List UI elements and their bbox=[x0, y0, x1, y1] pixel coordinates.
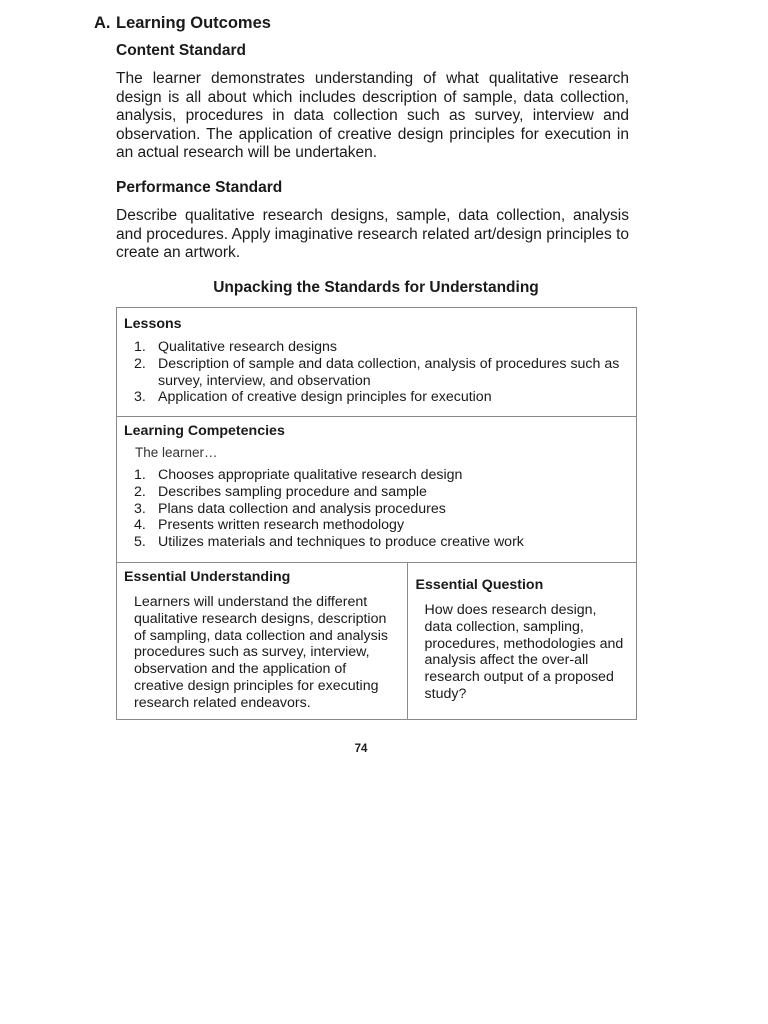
list-item bbox=[117, 501, 636, 518]
list-item-text: Plans data collection and analysis procedures bbox=[158, 500, 446, 517]
unpacking-title: Unpacking the Standards for Understanding bbox=[213, 279, 539, 296]
content-standard-text: The learner demonstrates understanding of what qualitative research design is all about which includes description of sample, data collection, analysis, procedures in data collection such as survey, interview and observation. The application of creative design principles for execution in an actual research will be undertaken. bbox=[116, 70, 629, 162]
lessons-cell bbox=[117, 308, 637, 417]
list-item-number: 2. bbox=[134, 355, 146, 372]
competencies-lead: The learner… bbox=[135, 445, 218, 460]
question-text: How does research design, data collection, sampling, procedures, methodologies and analysis affect the over-all research output of a proposed study? bbox=[424, 602, 624, 702]
list-item-number: 1. bbox=[134, 339, 146, 355]
list-item-text: Presents written research methodology bbox=[158, 517, 405, 534]
performance-standard-text: Describe qualitative research designs, sample, data collection, analysis and procedures. Apply imaginative research related art/design principles to create an artwork. bbox=[116, 207, 629, 262]
list-item bbox=[117, 534, 636, 551]
lessons-list bbox=[117, 339, 636, 406]
list-item-number: 5. bbox=[134, 534, 146, 551]
list-item bbox=[117, 484, 636, 501]
list-item bbox=[117, 339, 636, 356]
list-item-number: 4. bbox=[134, 517, 146, 534]
competencies-heading: Learning Competencies bbox=[124, 423, 285, 439]
understanding-heading: Essential Understanding bbox=[124, 569, 291, 585]
section-letter: A. bbox=[94, 14, 111, 32]
section-title: Learning Outcomes bbox=[116, 14, 271, 32]
list-item bbox=[117, 356, 636, 390]
understanding-text: Learners will understand the different qualitative research designs, description of sampling, data collection and analysis procedures such as survey, interview, observation and the application of creative design principles for executing research related endeavors. bbox=[134, 594, 388, 711]
understanding-cell bbox=[117, 563, 408, 720]
list-item-text: Description of sample and data collection, analysis of procedures such as survey, interview, and observation bbox=[158, 355, 620, 389]
performance-standard-heading: Performance Standard bbox=[116, 179, 283, 196]
list-item-text: Qualitative research designs bbox=[158, 339, 338, 355]
essentials-row bbox=[117, 563, 637, 720]
content-standard-heading: Content Standard bbox=[116, 42, 247, 59]
competencies-list bbox=[117, 467, 636, 551]
lessons-heading: Lessons bbox=[124, 316, 182, 332]
list-item-number: 3. bbox=[134, 500, 146, 517]
list-item-text: Describes sampling procedure and sample bbox=[158, 483, 427, 500]
list-item bbox=[117, 517, 636, 534]
standards-table bbox=[116, 307, 637, 720]
list-item-number: 2. bbox=[134, 483, 146, 500]
list-item-text: Application of creative design principles for execution bbox=[158, 389, 492, 406]
competencies-row bbox=[117, 417, 637, 563]
lessons-row bbox=[117, 308, 637, 417]
list-item-number: 3. bbox=[134, 389, 146, 406]
section-heading bbox=[94, 14, 271, 33]
page-number: 74 bbox=[354, 743, 368, 755]
list-item-number: 1. bbox=[134, 467, 146, 483]
list-item bbox=[117, 467, 636, 484]
question-cell bbox=[407, 563, 636, 720]
list-item-text: Utilizes materials and techniques to produce creative work bbox=[158, 534, 524, 551]
question-heading: Essential Question bbox=[415, 577, 544, 593]
list-item bbox=[117, 389, 636, 406]
competencies-cell bbox=[117, 417, 637, 563]
list-item-text: Chooses appropriate qualitative research design bbox=[158, 467, 463, 483]
